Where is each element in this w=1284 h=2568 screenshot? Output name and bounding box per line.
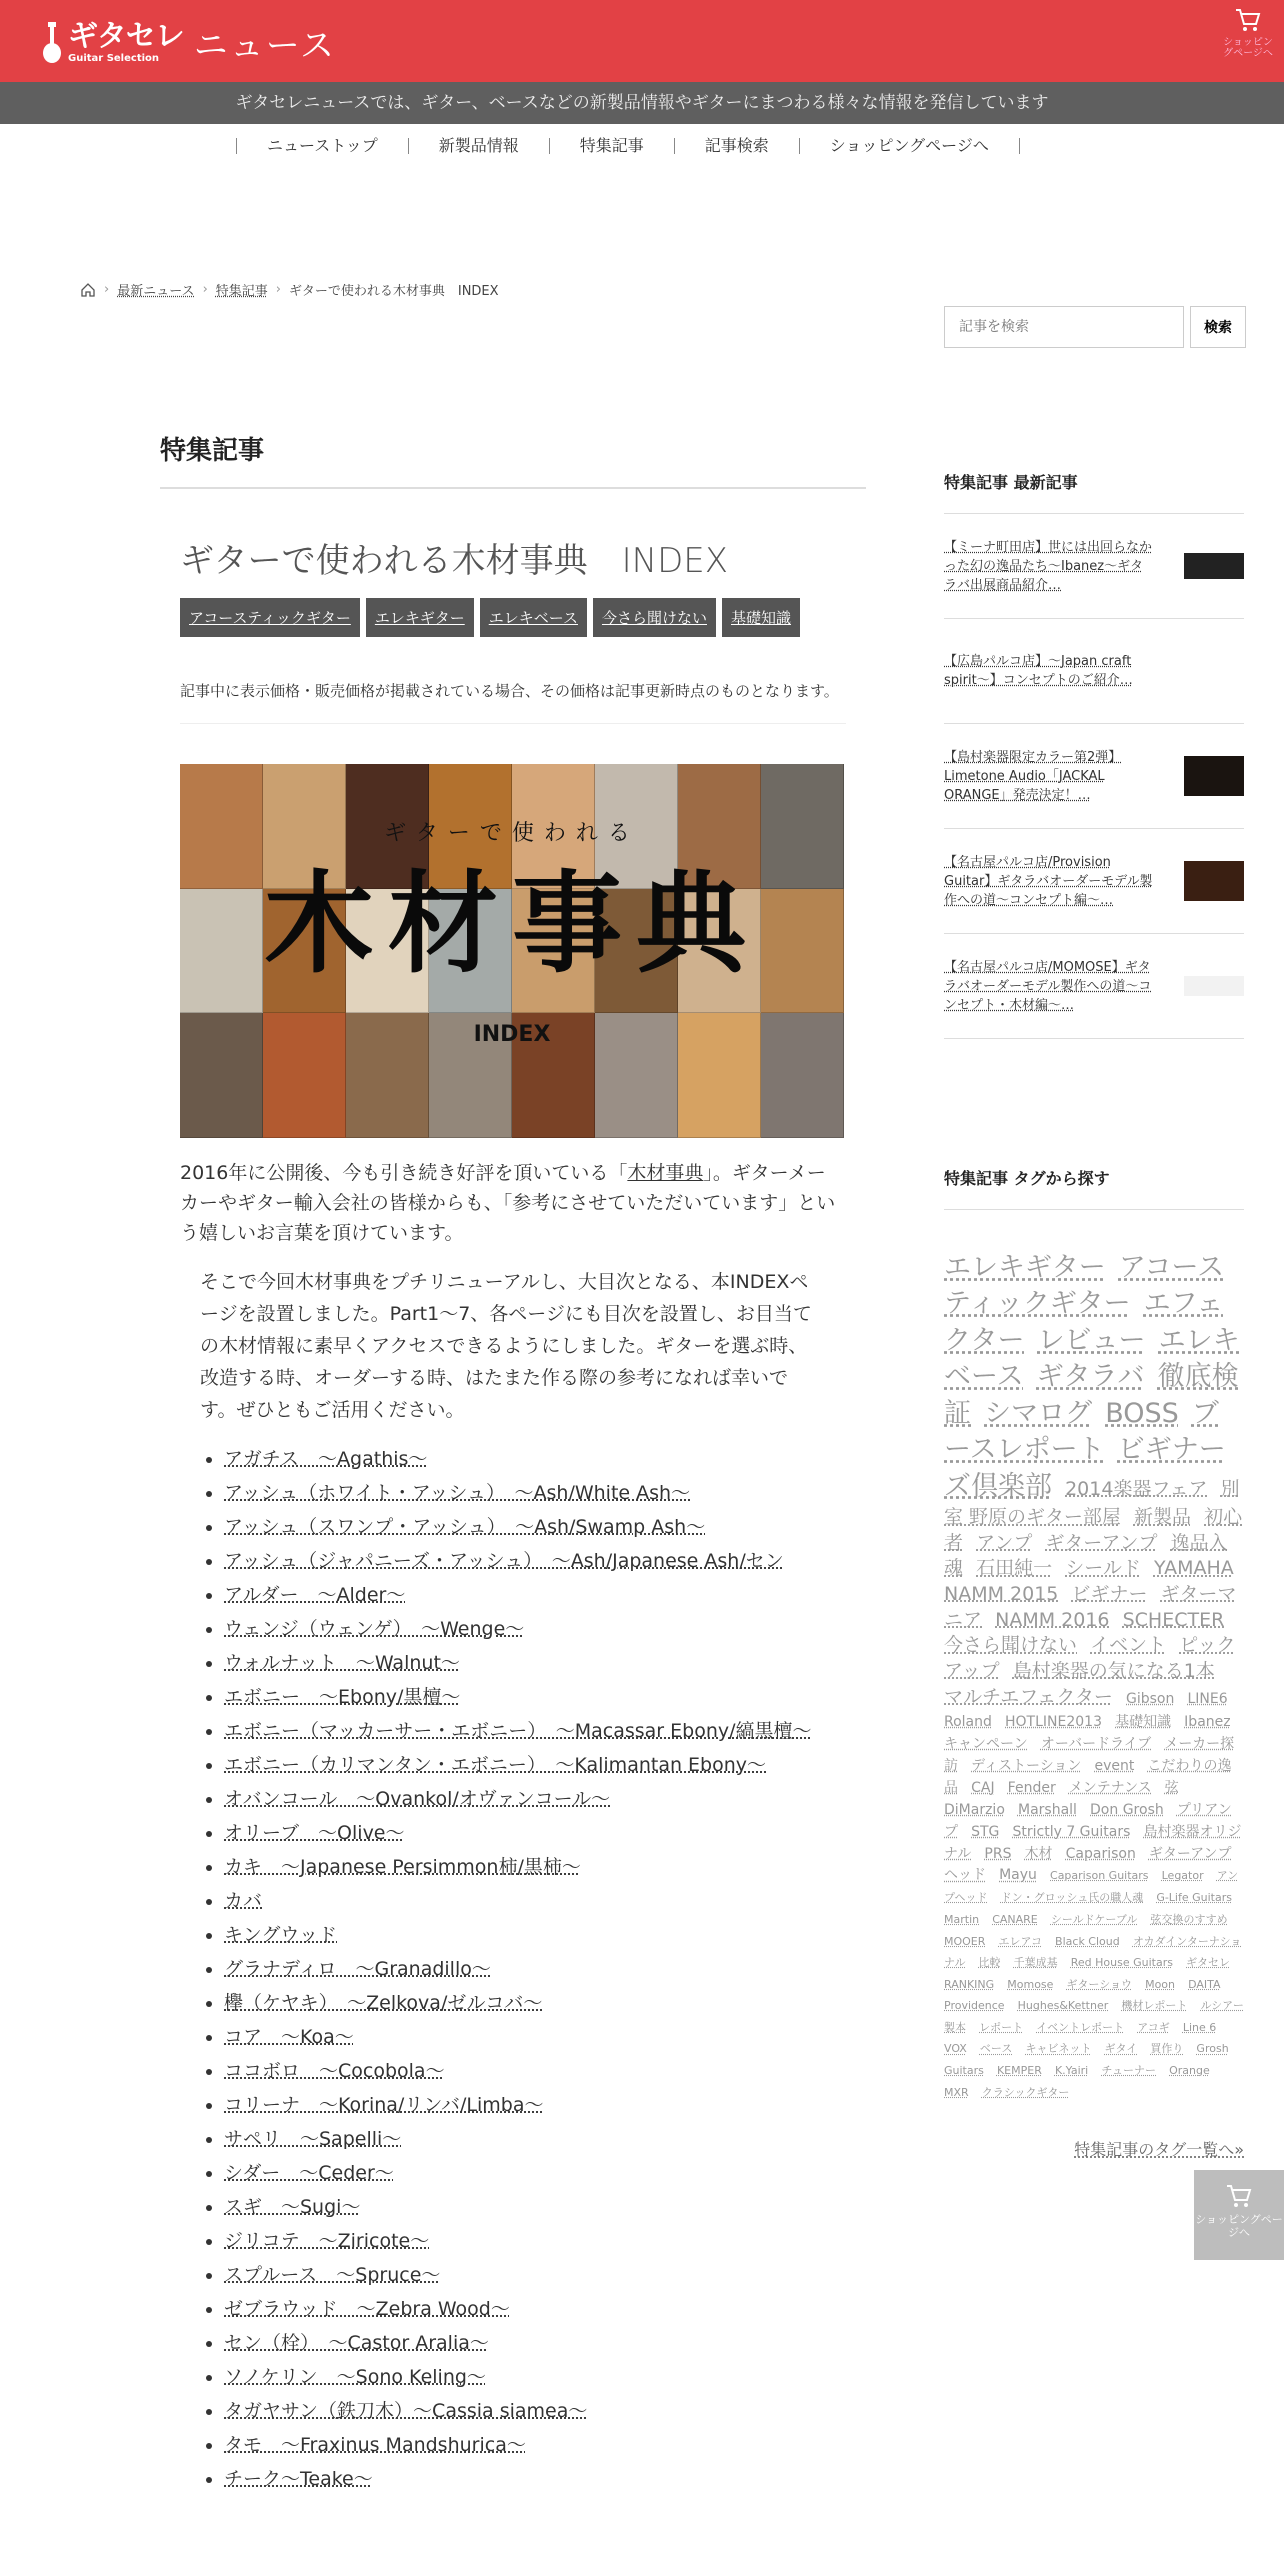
tag-link[interactable]: ドン・グロッシュ氏の職人魂 — [1000, 1891, 1144, 1905]
tag-link[interactable]: LINE6 — [1187, 1690, 1228, 1707]
cart-label: ショッピングページへ — [1223, 37, 1273, 59]
tag-link[interactable]: こだわりの逸品 — [944, 1757, 1232, 1796]
wood-link[interactable]: アルダー 〜Alder〜 — [224, 1584, 406, 1606]
tag-link[interactable]: 別室 野原のギター部屋 — [944, 1477, 1240, 1529]
latest-post-link[interactable]: 【広島パルコ店】〜Japan craft spirit〜】コンセプトのご紹介… — [944, 654, 1133, 688]
list-item[interactable] — [224, 1612, 824, 1646]
list-item[interactable] — [224, 1748, 824, 1782]
tag-link[interactable]: エフェクター — [944, 1288, 1224, 1356]
tag-link[interactable]: Orange — [1169, 2064, 1210, 2078]
tag-link[interactable]: ルシアー製本 — [944, 1999, 1244, 2034]
tag-link[interactable]: K.Yairi — [1054, 2064, 1089, 2078]
list-item[interactable] — [224, 2360, 824, 2394]
list-item[interactable] — [224, 1816, 824, 1850]
wood-link[interactable]: タモ 〜Fraxinus Mandshurica〜 — [224, 2434, 526, 2456]
wood-index-list — [200, 1442, 824, 2496]
article-tags — [180, 598, 866, 637]
tag-link[interactable]: メンテナンス — [1068, 1779, 1152, 1796]
tag-link[interactable]: クラシックギター — [981, 2085, 1070, 2099]
latest-post-item[interactable] — [944, 829, 1244, 934]
tag-link[interactable]: 新製品 — [1133, 1506, 1191, 1529]
site-title: ニュース — [193, 26, 337, 66]
tag-link[interactable]: 機材レポート — [1121, 1999, 1188, 2013]
tag-link[interactable]: Grosh Guitars — [944, 2042, 1229, 2078]
wood-link[interactable]: セン（栓） 〜Castor Aralia〜 — [224, 2332, 489, 2354]
tag-link[interactable]: DAITA — [1188, 1977, 1221, 1991]
nav-article-search[interactable]: 記事検索 — [674, 138, 799, 154]
wood-link[interactable]: ウォルナット 〜Walnut〜 — [224, 1652, 460, 1674]
post-thumbnail — [1184, 553, 1244, 579]
tag-link[interactable]: オカダインターナショナル — [944, 1934, 1242, 1970]
tag-link[interactable]: アンプ — [976, 1531, 1033, 1554]
site-logo[interactable] — [40, 18, 336, 67]
tag-link[interactable]: HOTLINE2013 — [1005, 1714, 1102, 1731]
tag-link[interactable]: Moon — [1145, 1977, 1176, 1991]
tag-basic-knowledge[interactable]: 基礎知識 — [722, 598, 800, 637]
tag-link[interactable]: SCHECTER — [1122, 1608, 1225, 1631]
tag-link[interactable]: 木材 — [1024, 1845, 1053, 1862]
tag-link[interactable]: イベントレポート — [1036, 2020, 1125, 2034]
tag-link[interactable]: Legator — [1161, 1869, 1204, 1883]
list-item[interactable] — [224, 2020, 824, 2054]
global-nav — [0, 124, 1284, 170]
tag-link[interactable]: MOOER — [944, 1934, 986, 1948]
hero-subtitle: ギターで使われる — [384, 821, 640, 846]
list-item[interactable] — [224, 1782, 824, 1816]
list-item[interactable] — [224, 2258, 824, 2292]
nav-divider — [1019, 138, 1020, 154]
tag-link[interactable]: 弦交換のすすめ — [1150, 1912, 1228, 1926]
cart-label: ショッピングページへ — [1195, 2213, 1283, 2239]
list-item[interactable] — [224, 1510, 824, 1544]
article-main — [160, 430, 866, 2496]
tag-link[interactable]: オーバードライブ — [1040, 1736, 1152, 1753]
breadcrumb-separator: › — [202, 282, 208, 297]
tag-link[interactable]: ギターショウ — [1066, 1977, 1132, 1991]
list-item[interactable] — [224, 1918, 824, 1952]
tag-link[interactable]: Strictly 7 Guitars — [1012, 1823, 1131, 1840]
latest-post-item[interactable] — [944, 724, 1244, 829]
tag-link[interactable]: VOX — [944, 2042, 967, 2056]
breadcrumb-latest-news[interactable]: 最新ニュース — [117, 284, 195, 299]
wood-link[interactable]: ソノケリン 〜Sono Keling〜 — [224, 2366, 486, 2388]
wood-link[interactable]: エボニー（カリマンタン・エボニー） 〜Kalimantan Ebony〜 — [224, 1754, 767, 1776]
intro-text-after: 」。ギターメーカーやギター輸入会社の皆様からも、「参考にさせていただいています」という嬉しいお言葉を頂けています。 — [180, 1162, 836, 1244]
tag-link[interactable]: Fender — [1007, 1779, 1056, 1796]
list-item[interactable] — [224, 1714, 824, 1748]
list-item[interactable] — [224, 1476, 824, 1510]
tag-link[interactable]: ピックアップ — [944, 1634, 1236, 1682]
nav-new-products[interactable]: 新製品情報 — [408, 138, 549, 154]
wood-link[interactable]: オリーブ 〜Olive〜 — [224, 1822, 405, 1844]
tag-link[interactable]: レポート — [979, 2020, 1024, 2034]
list-item[interactable] — [224, 1646, 824, 1680]
breadcrumb — [80, 280, 499, 299]
nav-news-top[interactable]: ニューストップ — [236, 138, 408, 154]
wood-link[interactable]: コリーナ 〜Korina/リンバ/Limba〜 — [224, 2094, 544, 2116]
tag-link[interactable]: Ibanez — [1184, 1714, 1231, 1731]
guitar-logo-icon — [40, 22, 64, 64]
list-item[interactable] — [224, 2190, 824, 2224]
hero-index-label: INDEX — [473, 1022, 551, 1047]
tag-link[interactable]: イベント — [1090, 1634, 1167, 1657]
nav-shopping[interactable]: ショッピングページへ — [799, 138, 1019, 154]
tag-link[interactable]: Providence — [944, 1999, 1005, 2013]
tag-link[interactable]: アコースティックギター — [944, 1252, 1225, 1320]
breadcrumb-features[interactable]: 特集記事 — [215, 284, 268, 299]
tag-link[interactable]: STG — [971, 1823, 1000, 1840]
tag-link[interactable]: キャビネット — [1025, 2042, 1092, 2056]
wood-link[interactable]: シダー 〜Ceder〜 — [224, 2162, 394, 2184]
tag-link[interactable]: エレキベース — [944, 1324, 1240, 1393]
tag-link[interactable]: PRS — [984, 1845, 1012, 1862]
list-item[interactable] — [224, 2462, 824, 2496]
tag-link[interactable]: 千葉成基 — [1013, 1956, 1058, 1970]
tag-link[interactable]: CANARE — [992, 1912, 1038, 1926]
wood-link[interactable]: サペリ 〜Sapelli〜 — [224, 2128, 402, 2150]
tag-link[interactable]: 石田純一 — [976, 1557, 1053, 1580]
breadcrumb-current: ギターで使われる木材事典 INDEX — [288, 284, 499, 299]
wood-link[interactable]: ゼブラウッド 〜Zebra Wood〜 — [224, 2298, 510, 2320]
wood-link[interactable]: アガチス 〜Agathis〜 — [224, 1448, 428, 1470]
tag-link[interactable]: ギターアンプ — [1045, 1531, 1158, 1554]
wood-link[interactable]: ウェンジ（ウェンゲ） 〜Wenge〜 — [224, 1618, 525, 1640]
tag-link[interactable]: NAMM 2016 — [995, 1608, 1110, 1631]
shopping-page-link-floating[interactable] — [1194, 2170, 1284, 2260]
tag-link[interactable]: 今さら聞けない — [944, 1634, 1078, 1657]
tag-link[interactable]: Martin — [944, 1912, 980, 1926]
wood-link[interactable]: チーク〜Teake〜 — [224, 2468, 373, 2490]
hero-title: 木材事典 — [264, 859, 760, 988]
tag-link[interactable]: Red House Guitars — [1070, 1956, 1173, 1970]
tag-link[interactable]: シマログ — [984, 1397, 1093, 1429]
list-item[interactable] — [224, 2156, 824, 2190]
tag-link[interactable]: アンプヘッド — [944, 1869, 1239, 1905]
tag-link[interactable]: プリアンプ — [944, 1801, 1232, 1840]
list-item[interactable] — [224, 1884, 824, 1918]
site-header — [0, 0, 1284, 82]
breadcrumb-separator: › — [275, 282, 281, 297]
tag-link[interactable]: マルチエフェクター — [944, 1685, 1113, 1708]
tag-link[interactable]: 島村楽器オリジナル — [944, 1823, 1242, 1862]
tag-link[interactable]: ギターアンプヘッド — [944, 1845, 1232, 1884]
wood-dictionary-link[interactable]: 木材事典 — [627, 1162, 704, 1184]
post-thumbnail — [1184, 861, 1244, 901]
tag-link[interactable]: 基礎知識 — [1115, 1714, 1172, 1731]
tag-link[interactable]: Caparison — [1065, 1845, 1136, 1862]
list-item[interactable] — [224, 1578, 824, 1612]
tag-link[interactable]: BOSS — [1105, 1397, 1179, 1429]
tag-link[interactable]: シールド — [1065, 1557, 1141, 1580]
intro-text-before: 2016年に公開後、今も引き続き好評を頂いている「 — [180, 1162, 628, 1184]
tag-link[interactable]: Line 6 — [1182, 2020, 1217, 2034]
tag-link[interactable]: アコギ — [1137, 2020, 1170, 2034]
tag-link[interactable]: ギタイ — [1104, 2042, 1138, 2056]
tag-cloud-heading: 特集記事 タグから探す — [944, 1166, 1244, 1210]
wood-link[interactable]: コア 〜Koa〜 — [224, 2026, 354, 2048]
tag-link[interactable]: キャンペーン — [944, 1736, 1028, 1753]
wood-link[interactable]: タガヤサン（鉄刀木）〜Cassia siamea〜 — [224, 2400, 588, 2422]
tag-link[interactable]: 島村楽器の気になる1本 — [1012, 1659, 1215, 1682]
latest-post-item[interactable] — [944, 514, 1244, 619]
wood-link[interactable]: スプルース 〜Spruce〜 — [224, 2264, 441, 2286]
post-thumbnail — [1184, 976, 1244, 996]
tag-link[interactable]: 弦 — [1164, 1779, 1179, 1796]
tag-basics-question[interactable]: 今さら聞けない — [593, 598, 716, 637]
tag-link[interactable]: G-Life Guitars — [1156, 1891, 1232, 1905]
home-icon[interactable] — [80, 282, 96, 298]
latest-posts-widget — [944, 470, 1244, 1039]
detail-paragraph: そこで今回木材事典をプチリニューアルし、大目次となる、本INDEXページを設置しました。Part1〜7、各ページにも目次を設置し、お目当ての木材情報に素早くアクセスできるようにしました。ギターを選ぶ時、改造する時、オーダーする時、はたまた作る際の参考になれば幸いです。ぜひともご活用ください。 — [200, 1271, 812, 1421]
list-item[interactable] — [224, 2394, 824, 2428]
tag-electric-guitar[interactable]: エレキギター — [366, 598, 474, 637]
latest-post-link[interactable]: 【名古屋パルコ店/MOMOSE】ギタラバオーダーモデル製作への道〜コンセプト・木材編〜… — [944, 959, 1152, 1013]
tag-acoustic-guitar[interactable]: アコースティックギター — [180, 598, 360, 637]
tag-link[interactable]: ブースレポート — [944, 1397, 1219, 1466]
nav-features[interactable]: 特集記事 — [549, 138, 674, 154]
list-item[interactable] — [224, 2326, 824, 2360]
list-item[interactable] — [224, 1442, 824, 1476]
tag-link[interactable]: DiMarzio — [944, 1801, 1005, 1818]
logo-jp: ギタセレ — [68, 18, 184, 54]
list-item[interactable] — [224, 1680, 824, 1714]
wood-link[interactable]: ジリコテ 〜Ziricote〜 — [224, 2230, 430, 2252]
wood-link[interactable]: ココボロ 〜Cocobola〜 — [224, 2060, 445, 2082]
wood-link[interactable]: エボニー 〜Ebony/黒檀〜 — [224, 1686, 461, 1708]
tag-link[interactable]: 買作り — [1150, 2042, 1184, 2056]
tag-link[interactable]: ディストーション — [971, 1757, 1082, 1774]
tag-link[interactable]: ビギナー — [1071, 1582, 1148, 1605]
list-item[interactable] — [224, 2224, 824, 2258]
tag-link[interactable]: メーカー探訪 — [944, 1736, 1235, 1774]
tag-link[interactable]: Momose — [1007, 1977, 1054, 1991]
tag-link[interactable]: 2014楽器フェア — [1065, 1477, 1208, 1500]
tag-link[interactable]: ビギナーズ倶楽部 — [944, 1434, 1226, 1502]
tag-link[interactable]: チューナー — [1101, 2064, 1156, 2078]
tag-link[interactable]: エレアコ — [998, 1934, 1042, 1948]
tag-link[interactable]: ギターマニア — [944, 1582, 1237, 1631]
tag-link[interactable]: event — [1094, 1757, 1135, 1774]
cart-icon — [1225, 2182, 1253, 2210]
tag-link[interactable]: Black Cloud — [1055, 1934, 1120, 1948]
tag-link[interactable]: KEMPER — [996, 2064, 1042, 2078]
logo-en: Guitar Selection — [68, 52, 160, 64]
wood-link[interactable]: スギ 〜Sugi〜 — [224, 2196, 361, 2218]
tag-link[interactable]: ギタセレ RANKING — [944, 1956, 1230, 1991]
all-tags-link[interactable]: 特集記事のタグ一覧へ» — [1074, 2140, 1244, 2160]
latest-post-item[interactable] — [944, 934, 1244, 1039]
list-item[interactable] — [224, 2054, 824, 2088]
tag-link[interactable]: CAJ — [971, 1779, 995, 1796]
tag-link[interactable]: Roland — [944, 1714, 992, 1731]
tag-link[interactable]: ベース — [979, 2042, 1013, 2056]
hero-image — [180, 764, 844, 1138]
latest-post-item[interactable] — [944, 619, 1244, 724]
tag-link[interactable]: エレキギター — [944, 1252, 1106, 1283]
tag-link[interactable]: ギタラバ — [1036, 1361, 1145, 1393]
latest-posts-heading: 特集記事 最新記事 — [944, 470, 1244, 514]
intro-paragraph — [180, 1158, 844, 1248]
tag-link[interactable]: YAMAHA — [1153, 1557, 1234, 1580]
list-item[interactable] — [224, 1544, 824, 1578]
wood-link[interactable]: アッシュ（ホワイト・アッシュ） 〜Ash/White Ash〜 — [224, 1482, 691, 1504]
latest-post-link[interactable]: 【島村楽器限定カラー第2弾】Limetone Audio「JACKAL ORANGE」発売決定！… — [944, 749, 1122, 803]
search-button[interactable]: 検索 — [1190, 306, 1246, 348]
list-item[interactable] — [224, 2428, 824, 2462]
wood-link[interactable]: オバンコール 〜Ovankol/オヴァンコール〜 — [224, 1788, 611, 1810]
category-heading: 特集記事 — [160, 430, 866, 489]
list-item[interactable] — [224, 2088, 824, 2122]
post-thumbnail — [1184, 756, 1244, 796]
shopping-page-link-top[interactable] — [1220, 6, 1276, 59]
tag-link[interactable]: 比較 — [978, 1956, 1001, 1970]
latest-post-link[interactable]: 【ミーナ町田店】世には出回らなかった幻の逸品たち〜Ibanez〜ギタラバ出展商品紹介… — [944, 539, 1153, 593]
wood-link[interactable]: アッシュ（スワンプ・アッシュ） 〜Ash/Swamp Ash〜 — [224, 1516, 706, 1538]
tag-link[interactable]: Caparison Guitars — [1050, 1869, 1149, 1883]
price-notice: 記事中に表示価格・販売価格が掲載されている場合、その価格は記事更新時点のものとなります。 — [180, 679, 846, 724]
latest-post-link[interactable]: 【名古屋パルコ店/Provision Guitar】ギタラバオーダーモデル製作への道〜コンセプト編〜… — [944, 854, 1153, 908]
tag-link[interactable]: Gibson — [1126, 1690, 1175, 1707]
tag-link[interactable]: Marshall — [1017, 1801, 1077, 1818]
list-item[interactable] — [224, 1952, 824, 1986]
tag-link[interactable]: Hughes&Kettner — [1017, 1999, 1109, 2013]
list-item[interactable] — [224, 2122, 824, 2156]
tag-link[interactable]: レビュー — [1037, 1324, 1146, 1356]
list-item[interactable] — [224, 1986, 824, 2020]
tag-link[interactable]: Don Grosh — [1090, 1801, 1164, 1818]
tag-link[interactable]: Mayu — [999, 1867, 1037, 1884]
wood-link[interactable]: キングウッド — [224, 1924, 338, 1946]
breadcrumb-separator: › — [104, 282, 110, 297]
wood-link[interactable]: アッシュ（ジャパニーズ・アッシュ） 〜Ash/Japanese Ash/セン — [224, 1550, 784, 1572]
wood-link[interactable]: エボニー（マッカーサー・エボニー） 〜Macassar Ebony/縞黒檀〜 — [224, 1720, 812, 1742]
site-tagline: ギタセレニュースでは、ギター、ベースなどの新製品情報やギターにまつわる様々な情報を発信しています — [0, 82, 1284, 124]
wood-link[interactable]: グラナディロ 〜Granadillo〜 — [224, 1958, 491, 1980]
list-item[interactable] — [224, 2292, 824, 2326]
search-input[interactable] — [944, 306, 1184, 348]
article-title: ギターで使われる木材事典 INDEX — [180, 541, 729, 581]
tag-link[interactable]: 徹底検証 — [944, 1361, 1239, 1429]
tag-electric-bass[interactable]: エレキベース — [480, 598, 587, 637]
wood-link[interactable]: カキ 〜Japanese Persimmon柿/黒柿〜 — [224, 1856, 581, 1878]
wood-link[interactable]: カバ — [224, 1890, 263, 1912]
cart-icon — [1234, 6, 1262, 34]
list-item[interactable] — [224, 1850, 824, 1884]
tag-cloud-widget — [944, 1166, 1244, 2160]
tag-link[interactable]: NAMM 2015 — [944, 1582, 1059, 1605]
wood-link[interactable]: 欅（ケヤキ） 〜Zelkova/ゼルコバ〜 — [224, 1992, 543, 2014]
tag-cloud — [944, 1250, 1244, 2101]
tag-link[interactable]: MXR — [944, 2085, 969, 2099]
tag-link[interactable]: シールドケーブル — [1050, 1912, 1138, 1926]
tag-link[interactable]: 初心者 — [944, 1506, 1243, 1554]
tag-link[interactable]: 逸品入魂 — [944, 1531, 1228, 1580]
